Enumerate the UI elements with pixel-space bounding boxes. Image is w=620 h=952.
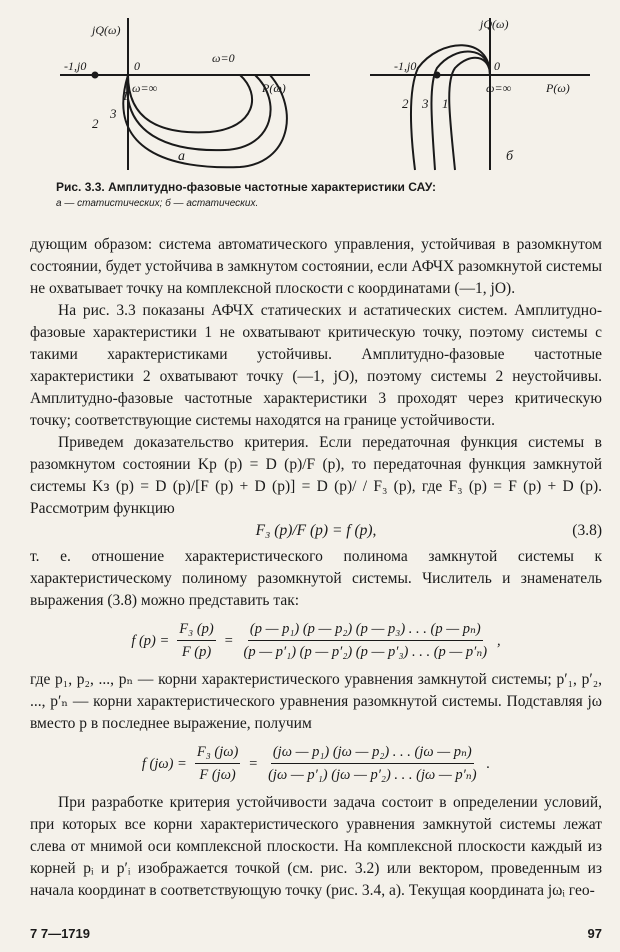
formula-f-jw-rnum: (jω — p₁) (jω — p₂) . . . (jω — pₙ) [271,741,474,764]
curve-2-label-a: 2 [92,116,99,131]
critical-point-b [435,73,440,78]
paragraph-5: где p₁, p₂, ..., pₙ — корни характеристического уравнения замкнутой системы; p′₁, p′₂, ..., p′ₙ — корни характеристического уравнения разомкнутой системы. Подставляя jω вместо p в последнее выражение, получим [30,671,602,732]
formula-f-jw-num: F₃ (jω) [195,741,240,764]
formula-f-p-eq: = [223,632,234,649]
afchh-diagram [0,0,620,180]
page-footer [30,926,602,941]
paragraph-1: дующим образом: система автоматического управления, устойчивая в разомкнутом состоянии, будет устойчива в замкнутом состоянии, если АФЧХ разомкнутой системы не охватывает точку на комплексной плоскости с координатами (—1, jO). [30,236,602,297]
figure-caption [56,180,576,209]
axis-y-label-b: jQ(ω) [480,17,509,31]
paragraph-2: На рис. 3.3 показаны АФЧХ статических и астатических систем. Амплитудно-фазовые характеристики 1 не охватывают критическую точку, поэтому системы с такими характеристиками устойчивы. Амплитудно-фазовые частотные характеристики 2 охватывают точку (—1, jO), поэтому системы 2 неустойчивы. Амплитудно-фазовые частотные характеристики 3 проходят через критическую точку; соответствующие системы находятся на границе устойчивости. [30,302,602,429]
curve-3-label-b: 3 [422,96,429,111]
formula-f-p-ratio [177,618,215,663]
equation-3-8 [30,520,602,546]
formula-f-jw [30,741,602,786]
axis-y-label-a: jQ(ω) [92,23,121,37]
formula-f-p-rnum: (p — p₁) (p — p₂) (p — p₃) . . . (p — pₙ) [248,618,483,641]
formula-f-p [30,618,602,663]
curve-3-label-a: 3 [110,106,117,121]
origin-label-b: 0 [494,59,500,73]
formula-f-jw-rden: (jω — p′₁) (jω — p′₂) . . . (jω — p′ₙ) [268,767,477,783]
critical-point-a [93,73,98,78]
origin-label-a: 0 [134,59,140,73]
panel-a-tag: a [178,149,185,164]
figure-3-3 [0,0,620,180]
w-inf-label-a: ω=∞ [132,81,158,95]
signature-mark: 7 7—1719 [30,926,90,941]
caption-legend: а — статистических; б — астатических. [56,198,259,209]
formula-f-jw-eq: = [248,755,259,772]
formula-f-jw-den: F (jω) [199,767,236,783]
formula-f-p-tail: , [497,632,501,649]
formula-f-p-rden: (p — p′₁) (p — p′₂) (p — p′₃) . . . (p — p′ₙ) [243,644,488,660]
equation-3-8-body: F₃ (p)/F (p) = f (p), [255,522,377,539]
equation-3-8-number: (3.8) [572,522,602,539]
axis-x-label-b: P(ω) [546,81,570,95]
paragraph-3: Приведем доказательство критерия. Если передаточная функция системы в разомкнутом состоянии Kр (p) = D (p)/F (p), то передаточная функция замкнутой системы Kз (p) = D (p)/[F (p) + D (p)] = D (p)/ / F₃ (p), где F₃ (p) = F (p) + D (p). Рассмотрим функцию [30,434,602,517]
formula-f-p-product [242,618,490,663]
formula-f-jw-tail: . [486,755,491,772]
curve-2-label-b: 2 [402,96,409,111]
critical-label-a: -1,j0 [64,59,87,73]
page-body [30,234,602,902]
w-inf-label-b: ω=∞ [486,81,512,95]
page-number: 97 [587,926,602,941]
curve-3-b [431,52,490,170]
formula-f-jw-product [266,741,478,786]
paragraph-4: т. е. отношение характеристического полинома замкнутой системы к характеристическому полиному разомкнутой системы. Числитель и знаменатель выражения (3.8) можно представить так: [30,548,602,609]
formula-f-p-num: F₃ (p) [177,618,215,641]
w-zero-label-a: ω=0 [212,51,235,65]
formula-f-p-lhs: f (p) = [131,632,170,649]
panel-b-tag: б [506,149,514,164]
paragraph-6: При разработке критерия устойчивости задача состоит в определении условий, при которых все корни характеристического уравнения замкнутой системы лежат слева от мнимой оси комплексной плоскости. На комплексной плоскости каждый из корней pᵢ и p′ᵢ изображается точкой (см. рис. 3.2) или вектором, проведенным из начала координат в соответствующую точку (рис. 3.4, а). Текущая координата jωᵢ гео- [30,794,602,899]
curve-1-label-a: 1 [122,88,129,103]
curve-1-label-b: 1 [442,96,449,111]
critical-label-b: -1,j0 [394,59,417,73]
formula-f-p-den: F (p) [181,644,212,660]
formula-f-jw-lhs: f (jω) = [141,755,187,772]
formula-f-jw-ratio [195,741,240,786]
caption-title: Рис. 3.3. Амплитудно-фазовые частотные характеристики САУ: [56,180,436,194]
axis-x-label-a: P(ω) [262,81,286,95]
